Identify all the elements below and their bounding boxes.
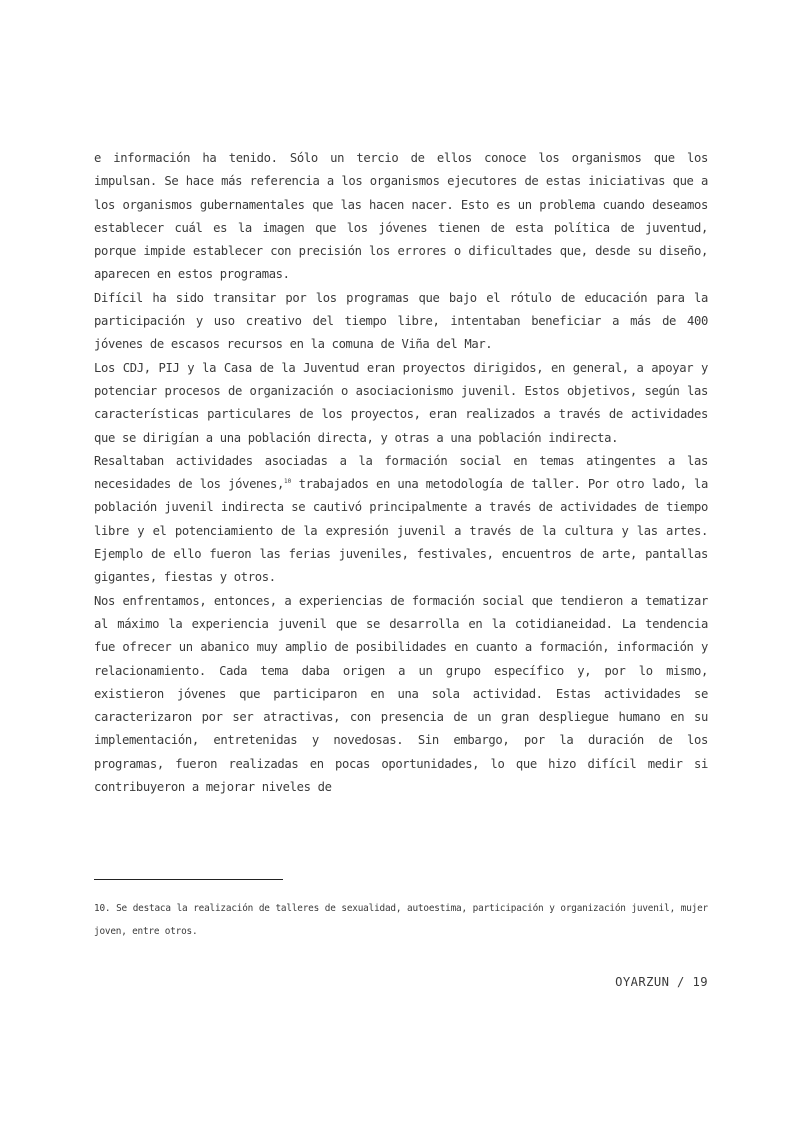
footnote-separator: [94, 879, 283, 880]
paragraph-2: Difícil ha sido transitar por los programas que bajo el rótulo de educación para la participación y uso creativo del tiempo libre, intentaban beneficiar a más de 400 jóvenes de escasos recursos en la comuna de Viña del Mar.: [94, 290, 708, 352]
footnote-reference[interactable]: 10: [284, 478, 292, 486]
paragraph-4-before: Resaltaban actividades asociadas a la formación social en temas atingentes a las necesidades de los jóvenes,: [94, 453, 708, 492]
body-text: [94, 147, 708, 799]
paragraph-3: Los CDJ, PIJ y la Casa de la Juventud eran proyectos dirigidos, en general, a apoyar y potenciar procesos de organización o asociacionismo juvenil. Estos objetivos, según las características particulares de los proyectos, eran realizados a través de actividades que se dirigían a una población directa, y otras a una población indirecta.: [94, 360, 708, 445]
footnote-text: 10. Se destaca la realización de talleres de sexualidad, autoestima, participación y organización juvenil, mujer joven, entre otros.: [94, 903, 708, 937]
paragraph-5: Nos enfrentamos, entonces, a experiencias de formación social que tendieron a tematizar al máximo la experiencia juvenil que se desarrolla en la cotidianeidad. La tendencia fue ofrecer un abanico muy amplio de posibilidades en cuanto a formación, información y relacionamiento. Cada tema daba origen a un grupo específico y, por lo mismo, existieron jóvenes que participaron en una sola actividad. Estas actividades se caracterizaron por ser atractivas, con presencia de un gran despliegue humano en su implementación, entretenidas y novedosas. Sin embargo, por la duración de los programas, fueron realizadas en pocas oportunidades, lo que hizo difícil medir si contribuyeron a mejorar niveles de: [94, 593, 708, 795]
paragraph-4: [94, 450, 708, 590]
paragraph-1: e información ha tenido. Sólo un tercio de ellos conoce los organismos que los impulsan. Se hace más referencia a los organismos ejecutores de estas iniciativas que a los organismos gubernamentales que las hacen nacer. Esto es un problema cuando deseamos establecer cuál es la imagen que los jóvenes tienen de esta política de juventud, porque impide establecer con precisión los errores o dificultades que, desde su diseño, aparecen en estos programas.: [94, 151, 708, 282]
paragraph-4-after: trabajados en una metodología de taller. Por otro lado, la población juvenil indirecta se cautivó principalmente a través de actividades de tiempo libre y el potenciamiento de la expresión juvenil a través de la cultura y las artes. Ejemplo de ello fueron las ferias juveniles, festivales, encuentros de arte, pantallas gigantes, fiestas y otros.: [94, 477, 708, 585]
page-number: OYARZUN / 19: [615, 975, 708, 989]
